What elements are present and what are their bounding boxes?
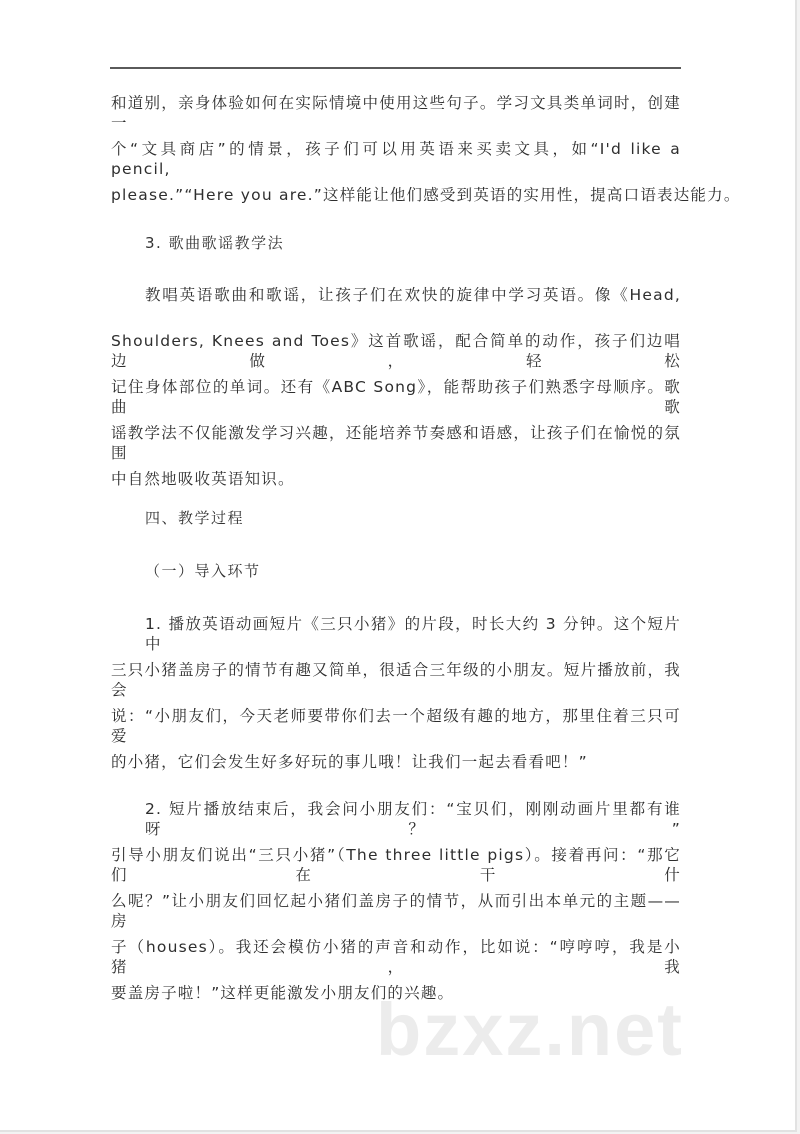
paragraph-line: 引导小朋友们说出“三只小猪”（The three little pigs）。接着再问：“那它们在干什 xyxy=(111,846,681,884)
paragraph-line: 记住身体部位的单词。还有《ABC Song》，能帮助孩子们熟悉字母顺序。歌曲歌 xyxy=(111,378,681,416)
paragraph-line: 要盖房子啦！”这样更能激发小朋友们的兴趣。 xyxy=(111,984,455,1002)
paragraph-line: 么呢？”让小朋友们回忆起小猪们盖房子的情节，从而引出本单元的主题——房 xyxy=(111,892,681,930)
paragraph-line: 教唱英语歌曲和歌谣，让孩子们在欢快的旋律中学习英语。像《Head, xyxy=(145,286,681,304)
paragraph-line: 谣教学法不仅能激发学习兴趣，还能培养节奏感和语感，让孩子们在愉悦的氛围 xyxy=(111,424,681,462)
paragraph-line: 1. 播放英语动画短片《三只小猪》的片段，时长大约 3 分钟。这个短片中 xyxy=(145,615,681,653)
paragraph-line: 三只小猪盖房子的情节有趣又简单，很适合三年级的小朋友。短片播放前，我会 xyxy=(111,661,681,699)
paragraph-line: 子（houses）。我还会模仿小猪的声音和动作，比如说：“哼哼哼，我是小猪，我 xyxy=(111,938,681,976)
paragraph-line: Shoulders, Knees and Toes》这首歌谣，配合简单的动作，孩子们边唱边做，轻松 xyxy=(111,332,681,370)
section-heading: 四、教学过程 xyxy=(145,509,245,527)
paragraph-line: 个“文具商店”的情景，孩子们可以用英语来买卖文具，如“I'd like a pencil, xyxy=(111,140,681,178)
header-rule xyxy=(110,67,681,69)
paragraph-line: 2. 短片播放结束后，我会问小朋友们：“宝贝们，刚刚动画片里都有谁呀？” xyxy=(145,800,681,838)
paragraph-line: 说：“小朋友们，今天老师要带你们去一个超级有趣的地方，那里住着三只可爱 xyxy=(111,707,681,745)
paragraph-line: 和道别，亲身体验如何在实际情境中使用这些句子。学习文具类单词时，创建一 xyxy=(111,94,681,132)
paragraph-line: 的小猪，它们会发生好多好玩的事儿哦！让我们一起去看看吧！” xyxy=(111,753,588,771)
watermark-text: bzxz.net xyxy=(376,988,684,1071)
paragraph-line: please.”“Here you are.”这样能让他们感受到英语的实用性，提高口语表达能力。 xyxy=(111,186,741,204)
subsection-heading: （一）导入环节 xyxy=(145,562,261,580)
paragraph-line: 中自然地吸收英语知识。 xyxy=(111,470,295,488)
section-heading: 3. 歌曲歌谣教学法 xyxy=(145,234,285,252)
